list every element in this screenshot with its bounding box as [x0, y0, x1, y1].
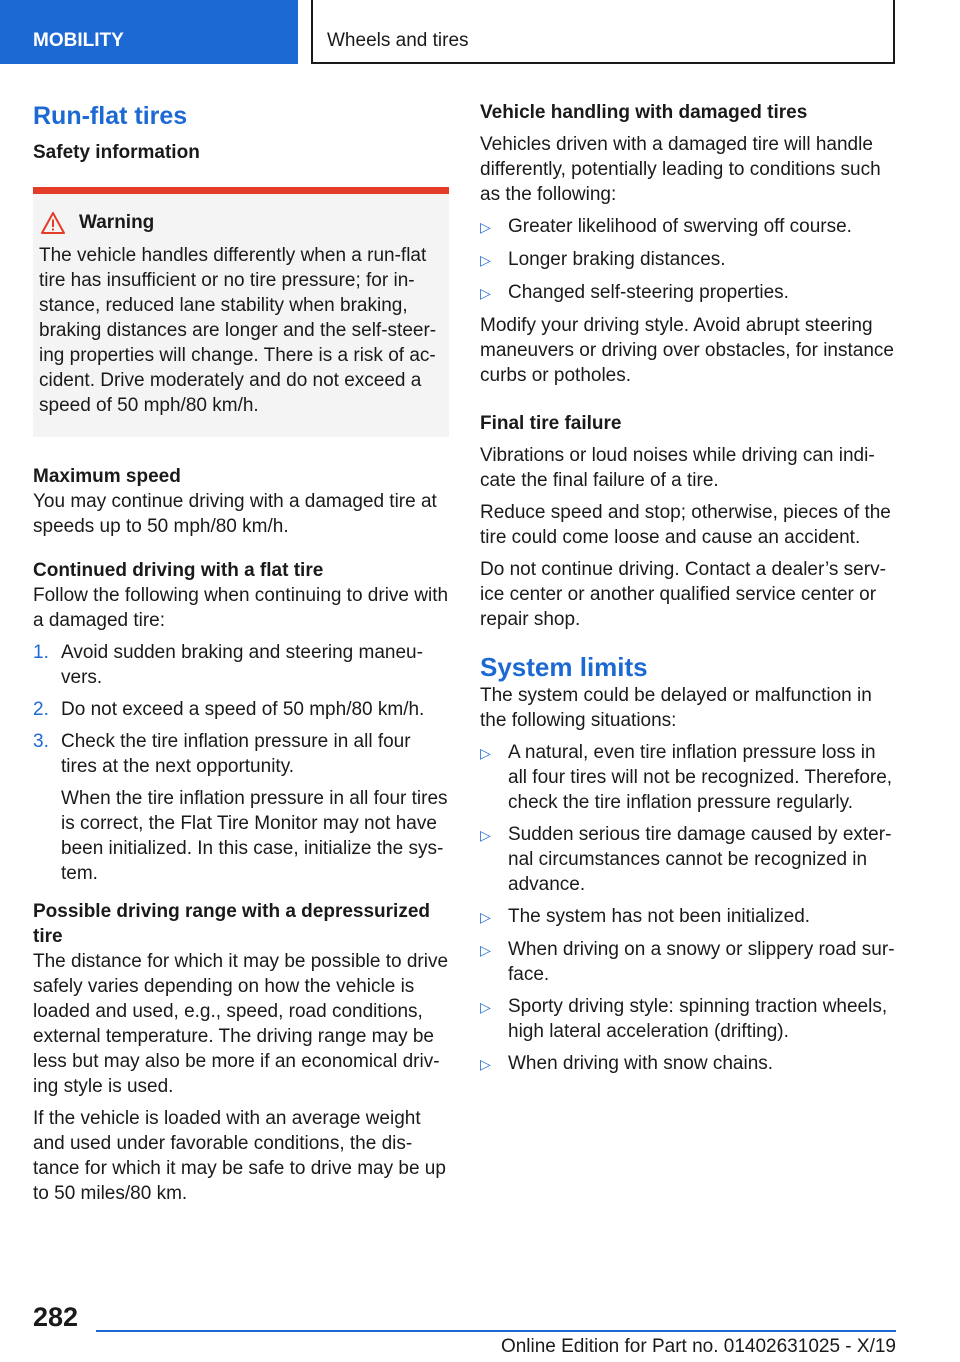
warning-text: The vehicle handles differently when a run-flat tire has insufficient or no tire pressure; for instance, reduced lane stability when braking, braking distances are longer and the self-steering properties will change. There is a risk of accident. Drive moderately and do not exceed a speed of 50 mph/80 km/h.	[39, 245, 437, 416]
list-item: ▷ Sudden serious tire damage caused by external circumstances cannot be recognized in advance.	[480, 824, 892, 895]
bullet-triangle-icon: ▷	[480, 1056, 491, 1072]
safety-heading: Safety information	[33, 142, 200, 163]
continued-intro: Follow the following when continuing to drive with a damaged tire:	[33, 585, 449, 631]
max-speed-heading: Maximum speed	[33, 466, 181, 487]
list-item: ▷ The system has not been initialized.	[480, 904, 896, 930]
list-item: ▷ A natural, even tire inflation pressure loss in all four tires will not be recognized. Therefore, check the tire inflation pressure regularly.	[480, 742, 893, 813]
step3-note: When the tire inflation pressure in all four tires is correct, the Flat Tire Monitor may not have been initialized. In this case, initialize the system.	[61, 788, 448, 884]
list-item: ▷ Longer braking distances.	[480, 247, 896, 273]
continued-heading: Continued driving with a flat tire	[33, 560, 324, 581]
failure-paragraph-2: Reduce speed and stop; otherwise, pieces of the tire could come loose and cause an accident.	[480, 502, 891, 548]
bullet-triangle-icon: ▷	[480, 219, 491, 235]
left-column	[33, 100, 449, 1213]
list-item: 2. Do not exceed a speed of 50 mph/80 km/h.	[33, 699, 425, 720]
handling-after: Modify your driving style. Avoid abrupt steering maneuvers or driving over obstacles, for instance curbs or potholes.	[480, 315, 894, 386]
list-item: 3. Check the tire inflation pressure in all four tires at the next opportunity.	[33, 731, 411, 777]
list-item: ▷ When driving on a snowy or slippery road surface.	[480, 939, 895, 985]
warning-triangle-icon	[41, 212, 65, 234]
max-speed-text: You may continue driving with a damaged tire at speeds up to 50 mph/80 km/h.	[33, 491, 437, 537]
section-heading-system-limits: System limits	[480, 652, 648, 682]
range-heading: Possible driving range with a depressurized tire	[33, 901, 430, 947]
failure-paragraph-1: Vibrations or loud noises while driving can indicate the final failure of a tire.	[480, 445, 875, 491]
list-item: ▷ Changed self-steering properties.	[480, 280, 896, 306]
warning-label: Warning	[79, 212, 155, 233]
handling-list	[480, 214, 896, 306]
bullet-triangle-icon: ▷	[480, 745, 491, 761]
failure-heading: Final tire failure	[480, 413, 622, 434]
warning-box	[33, 187, 449, 437]
bullet-triangle-icon: ▷	[480, 285, 491, 301]
page-number: 282	[33, 1302, 79, 1332]
list-item: ▷ When driving with snow chains.	[480, 1051, 896, 1077]
bullet-triangle-icon: ▷	[480, 827, 491, 843]
header-section-tab	[0, 0, 298, 64]
right-column	[480, 100, 896, 1084]
bullet-triangle-icon: ▷	[480, 909, 491, 925]
limits-list	[480, 740, 896, 1077]
steps-list	[33, 640, 449, 779]
bullet-triangle-icon: ▷	[480, 252, 491, 268]
failure-paragraph-3: Do not continue driving. Contact a dealer’s service center or another qualified service center or repair shop.	[480, 559, 886, 630]
handling-heading: Vehicle handling with damaged tires	[480, 102, 808, 123]
bullet-triangle-icon: ▷	[480, 999, 491, 1015]
bullet-triangle-icon: ▷	[480, 942, 491, 958]
range-paragraph-1: The distance for which it may be possible to drive safely varies depending on how the vehicle is loaded and used, e.g., speed, road conditions, external temperature. The driving range may be less but may also be more if an economical driving style is used.	[33, 951, 449, 1097]
list-item: ▷ Greater likelihood of swerving off course.	[480, 214, 896, 240]
range-paragraph-2: If the vehicle is loaded with an average weight and used under favorable conditions, the distance for which it may be safe to drive may be up to 50 miles/80 km.	[33, 1108, 446, 1204]
section-title: MOBILITY	[33, 30, 124, 51]
footer-divider	[96, 1330, 896, 1332]
handling-intro: Vehicles driven with a damaged tire will handle differently, potentially leading to conditions such as the following:	[480, 134, 881, 205]
list-item: 1. Avoid sudden braking and steering maneuvers.	[33, 642, 423, 688]
chapter-title: Wheels and tires	[327, 30, 469, 51]
footer-edition: Online Edition for Part no. 01402631025 - X/19	[500, 1336, 896, 1357]
list-item: ▷ Sporty driving style: spinning traction wheels, high lateral acceleration (drifting).	[480, 996, 888, 1042]
limits-intro: The system could be delayed or malfunction in the following situations:	[480, 685, 872, 731]
section-heading-run-flat: Run-flat tires	[33, 102, 188, 130]
warning-header	[39, 210, 443, 235]
header-chapter-tab	[311, 0, 895, 64]
